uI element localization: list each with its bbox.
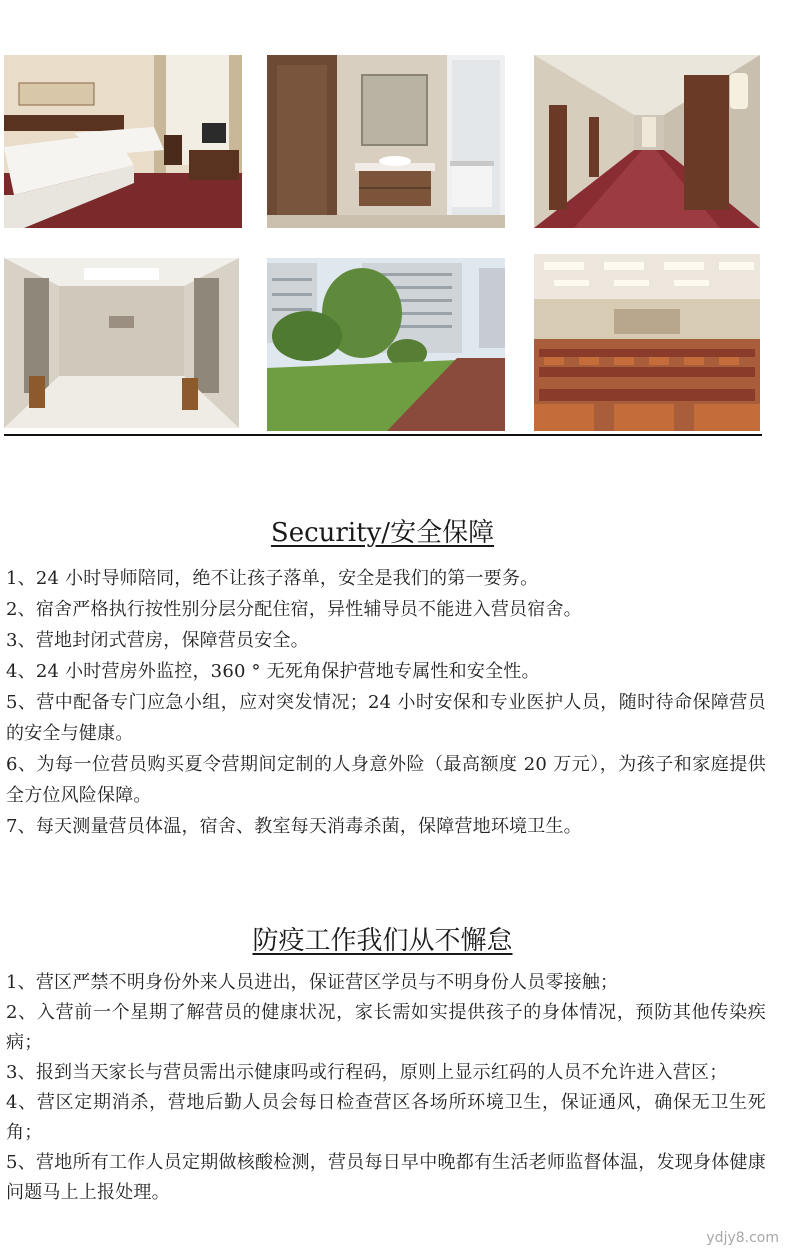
list-item: 2、宿舍严格执行按性别分层分配住宿，异性辅导员不能进入营员宿舍。 (6, 599, 582, 620)
conference-hall-photo (534, 254, 760, 431)
list-item: 6、为每一位营员购买夏令营期间定制的人身意外险（最高额度 20 万元），为孩子和家庭提供全方位风险保障。 (6, 754, 766, 806)
photo-grid (0, 0, 795, 440)
list-item: 4、24 小时营房外监控，360 ° 无死角保护营地专属性和安全性。 (6, 661, 540, 682)
list-item: 3、营地封闭式营房，保障营员安全。 (6, 630, 309, 651)
bathroom-photo (267, 55, 505, 228)
list-item: 2、入营前一个星期了解营员的健康状况，家长需如实提供孩子的身体情况，预防其他传染疾病； (6, 1002, 766, 1053)
list-item: 7、每天测量营员体温，宿舍、教室每天消毒杀菌，保障营地环境卫生。 (6, 816, 582, 837)
photo-divider (4, 434, 762, 436)
security-title: Security/安全保障 (270, 518, 495, 548)
epidemic-title: 防疫工作我们从不懈怠 (252, 926, 513, 956)
list-item: 4、营区定期消杀，营地后勤人员会每日检查营区各场所环境卫生，保证通风，确保无卫生死角； (6, 1092, 766, 1143)
elevator-lobby-photo (4, 258, 239, 428)
list-item: 3、报到当天家长与营员需出示健康吗或行程码，原则上显示红码的人员不允许进入营区； (6, 1062, 728, 1083)
security-list (6, 563, 766, 842)
campus-garden-photo (267, 258, 505, 431)
hotel-bedroom-photo (4, 55, 242, 228)
epidemic-list (6, 968, 766, 1208)
hallway-photo (534, 55, 760, 228)
list-item: 1、24 小时导师陪同，绝不让孩子落单，安全是我们的第一要务。 (6, 568, 539, 589)
list-item: 5、营地所有工作人员定期做核酸检测，营员每日早中晚都有生活老师监督体温，发现身体健康问题马上上报处理。 (6, 1152, 766, 1203)
list-item: 5、营中配备专门应急小组，应对突发情况；24 小时安保和专业医护人员，随时待命保障营员的安全与健康。 (6, 692, 766, 744)
list-item: 1、营区严禁不明身份外来人员进出，保证营区学员与不明身份人员零接触； (6, 972, 619, 993)
watermark: ydjy8.com (706, 1230, 779, 1246)
